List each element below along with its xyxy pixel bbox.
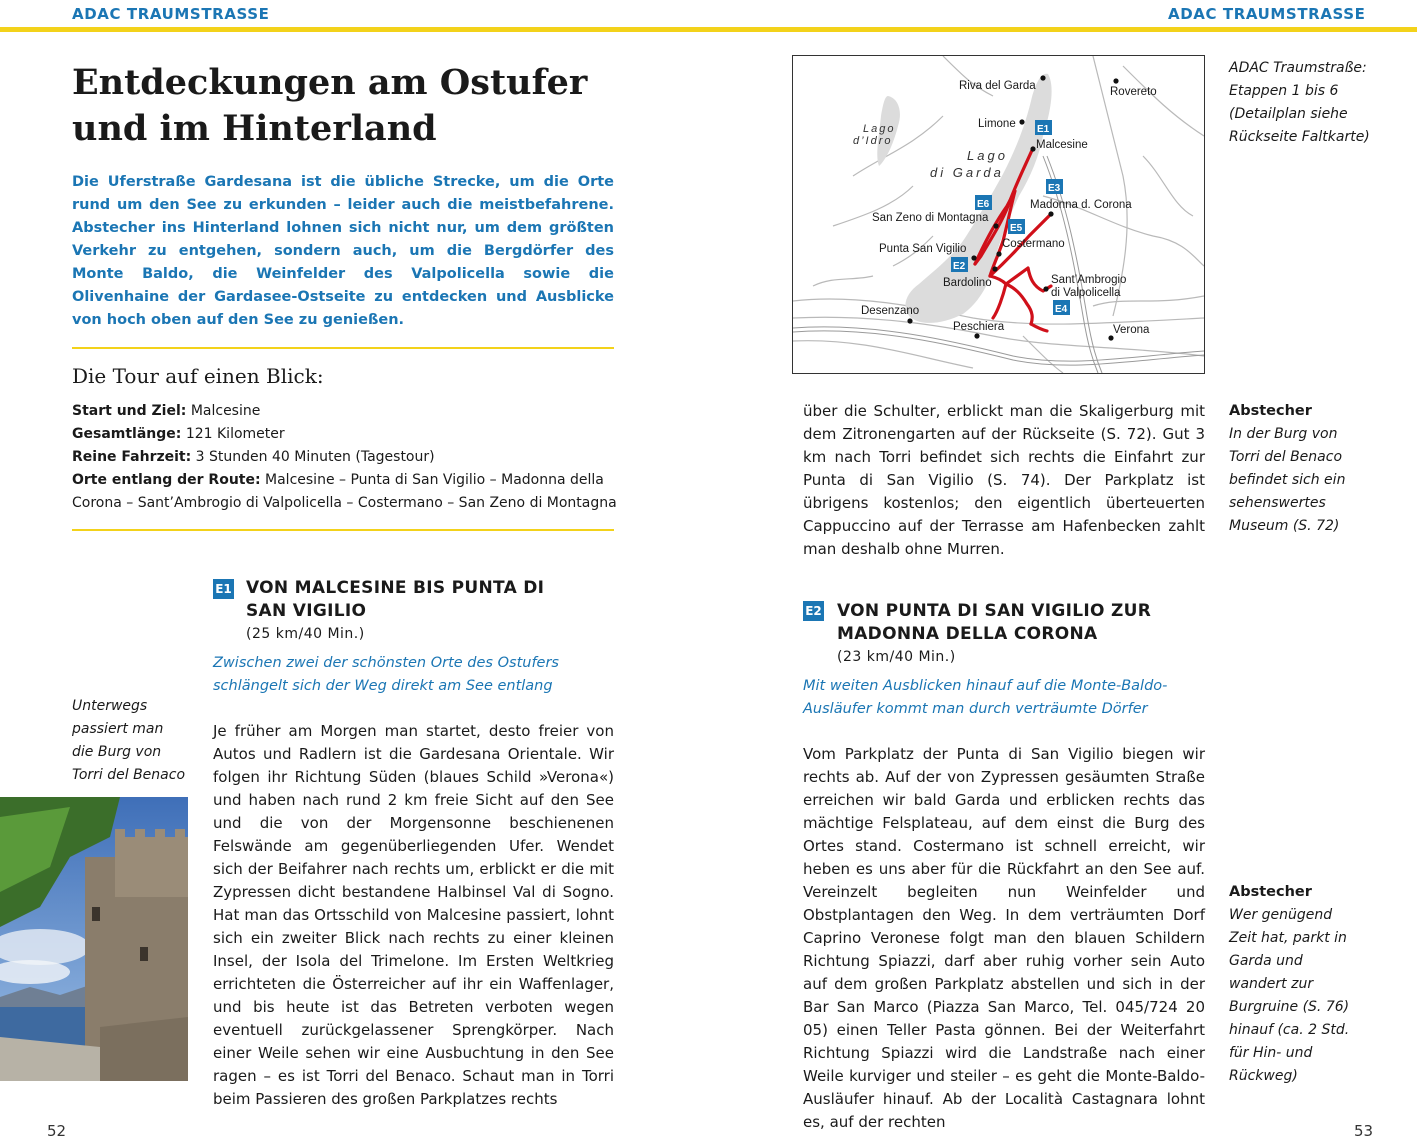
aside-text: Wer genügend Zeit hat, parkt in Garda und wandert zur Burgruine (S. 76) hinauf (ca. 2 Std. für Hin- und Rückweg) — [1229, 907, 1350, 1084]
lead-paragraph: Die Uferstraße Gardesana ist die übliche Strecke, um die Orte rund um den See zu erkunden – leider auch die meistbefahrene. Abstecher ins Hinterland lohnen sich nicht nur, um dem größten Verkehr zu entgehen, sondern auch, um die Bergdörfer des Monte Baldo, die Weinfelder des Valpolicella sowie die Olivenhaine der Gardasee-Ostseite zu entdecken und Ausblicke von hoch oben auf den See zu genießen. — [72, 174, 614, 328]
map-badge-e1 — [1035, 120, 1052, 135]
map-label-verona: Verona — [1113, 324, 1150, 336]
fact-label: Reine Fahrzeit: — [72, 449, 192, 465]
aside-heading: Abstecher — [1229, 884, 1312, 900]
map-label-costermano: Costermano — [1002, 238, 1065, 250]
map-label-desenzano: Desenzano — [861, 305, 920, 317]
map-badge-e3 — [1046, 179, 1063, 194]
tour-facts — [72, 400, 617, 515]
map-label-valpolicella: di Valpolicella — [1051, 287, 1121, 299]
page-title — [72, 60, 612, 152]
fact-label: Gesamtlänge: — [72, 426, 182, 442]
fact-length — [72, 423, 617, 446]
svg-text:E6: E6 — [977, 199, 990, 210]
section-body: Vom Parkplatz der Punta di San Vigilio biegen wir rechts ab. Auf der von Zypressen gesäumten Straße erreichen wir bald Garda und erblicken rechts das mächtige Felsplateau, auf dem einst die Burg des Ortes stand. Costermano ist schnell erreicht, wir heben es uns aber für die Rückfahrt an den See auf. Vereinzelt begleiten nun Weinfelder und Obstplantagen den Weg. In dem verträumten Dorf Caprino Veronese folgt man den blauen Schildern Richtung Spiazzi, darf aber ruhig vorher sein Auto auf dem großen Parkplatz abstellen und sich in der Bar San Marco (Piazza San Marco, Tel. 045/724 20 05) einen Teller Pasta gönnen. Bei der Weiterfahrt Richtung Spiazzi wird die Landstraße nach einer Weile kurviger und steiler – es geht die Monte-Baldo-Ausläufer hinauf. Ab der Località Castagnara lohnt es, auf der rechten — [803, 745, 1205, 1131]
map-label-punta-san-vigilio: Punta San Vigilio — [879, 243, 967, 255]
map-label-bardolino: Bardolino — [943, 277, 992, 289]
map-label-lago-idro-2: d’Idro — [853, 135, 893, 147]
section-meta: (23 km/40 Min.) — [837, 649, 956, 665]
running-header-left: ADAC TRAUMSTRASSE — [72, 5, 270, 23]
fact-value: Malcesine — [186, 403, 261, 419]
map-caption: ADAC Traumstraße: Etappen 1 bis 6 (Detailplan siehe Rückseite Faltkarte) — [1229, 60, 1370, 145]
divider — [72, 529, 614, 531]
title-line-2: und im Hinterland — [72, 108, 437, 149]
svg-text:E4: E4 — [1055, 304, 1068, 315]
svg-text:E5: E5 — [1010, 223, 1023, 234]
title-line-1: Entdeckungen am Ostufer — [72, 62, 588, 103]
section-meta: (25 km/40 Min.) — [246, 626, 365, 642]
section-title: VON PUNTA DI SAN VIGILIO ZUR MADONNA DELLA CORONA — [837, 601, 1152, 644]
map-label-riva: Riva del Garda — [959, 80, 1036, 92]
map-badge-e2 — [951, 257, 968, 272]
continued-body: über die Schulter, erblickt man die Skaligerburg mit dem Zitronengarten auf der Rückseite (S. 72). Gut 3 km nach Torri befindet sich rechts die Einfahrt zur Punta di San Vigilio (S. 74). Der Parkplatz ist übrigens kostenlos; den eigentlich überteuerten Cappuccino auf der Terrasse am Hafenbecken zahlt man deshalb ohne Murren. — [803, 402, 1205, 558]
map-label-madonna-corona: Madonna d. Corona — [1030, 199, 1132, 211]
map-label-lago-garda-1: Lago — [967, 148, 1008, 163]
page-number-right: 53 — [1354, 1122, 1374, 1140]
map-label-san-zeno: San Zeno di Montagna — [872, 212, 989, 224]
map-label-lago-garda-2: di Garda — [930, 165, 1004, 180]
aside-box-1 — [1229, 400, 1354, 538]
fact-label: Start und Ziel: — [72, 403, 187, 419]
fact-value: 3 Stunden 40 Minuten (Tagestour) — [191, 449, 435, 465]
map-label-rovereto: Rovereto — [1110, 86, 1157, 98]
section-subtitle: Zwischen zwei der schönsten Orte des Ostufers schlängelt sich der Weg direkt am See entlang — [213, 655, 559, 694]
running-header-right: ADAC TRAUMSTRASSE — [1168, 5, 1366, 23]
svg-text:E2: E2 — [953, 261, 966, 272]
glance-heading: Die Tour auf einen Blick: — [72, 364, 324, 388]
svg-text:E1: E1 — [1037, 124, 1050, 135]
fact-start — [72, 400, 617, 423]
map-label-limone: Limone — [978, 118, 1016, 130]
map-badge-e6 — [975, 195, 992, 210]
route-map — [792, 55, 1205, 374]
map-label-lago-idro-1: Lago — [863, 123, 896, 135]
aside-heading: Abstecher — [1229, 403, 1312, 419]
divider — [72, 347, 614, 349]
section-title: VON MALCESINE BIS PUNTA DI SAN VIGILIO — [246, 578, 545, 621]
map-label-malcesine: Malcesine — [1036, 139, 1088, 151]
castle-photo — [0, 797, 188, 1081]
section-subtitle: Mit weiten Ausblicken hinauf auf die Monte-Baldo-Ausläufer kommt man durch verträumte Dörfer — [803, 678, 1168, 717]
stage-badge-e1: E1 — [213, 578, 234, 599]
section-body: Je früher am Morgen man startet, desto freier von Autos und Radlern ist die Gardesana Orientale. Wir folgen ihr Richtung Süden (blaues Schild »Verona«) und haben nach rund 2 km freie Sicht auf den See und die von der Morgensonne beschienenen Felswände am gegenüberliegenden Ufer. Wendet sich der Beifahrer nach rechts um, erblickt er die mit Zypressen dicht bestandene Halbinsel Val di Sogno. Hat man das Ortsschild von Malcesine passiert, lohnt sich ein zweiter Blick nach rechts zu einer kleinen Insel, der Isola del Trimelone. Im Ersten Weltkrieg errichteten die Österreicher auf ihr ein Waffenlager, und bis heute ist das Betreten verboten wegen eventuell zurückgelassener Sprengkörper. Nach einer Weile sehen wir eine Ausbuchtung in den See ragen – es ist Torri del Benaco. Schaut man in Torri beim Passieren des großen Parkplatzes rechts — [213, 722, 614, 1108]
svg-text:E3: E3 — [1048, 183, 1061, 194]
header-rule — [0, 27, 1417, 32]
fact-places — [72, 469, 617, 515]
map-badge-e5 — [1008, 219, 1025, 234]
map-label-sant-ambrogio: Sant’Ambrogio — [1051, 274, 1127, 286]
fact-value: Malcesine – Punta di San Vigilio – Madonna della Corona – Sant’Ambrogio di Valpolicella – Costermano – San Zeno di Montagna — [72, 472, 617, 511]
fact-label: Orte entlang der Route: — [72, 472, 261, 488]
stage-badge-e2: E2 — [803, 600, 824, 621]
aside-box-2 — [1229, 881, 1354, 1088]
photo-caption: Unterwegs passiert man die Burg von Torri del Benaco — [72, 698, 186, 783]
fact-value: 121 Kilometer — [181, 426, 285, 442]
fact-time — [72, 446, 617, 469]
aside-text: In der Burg von Torri del Benaco befindet sich ein sehenswertes Museum (S. 72) — [1229, 426, 1346, 534]
page-number-left: 52 — [47, 1122, 67, 1140]
map-badge-e4 — [1053, 300, 1070, 315]
map-label-peschiera: Peschiera — [953, 321, 1005, 333]
